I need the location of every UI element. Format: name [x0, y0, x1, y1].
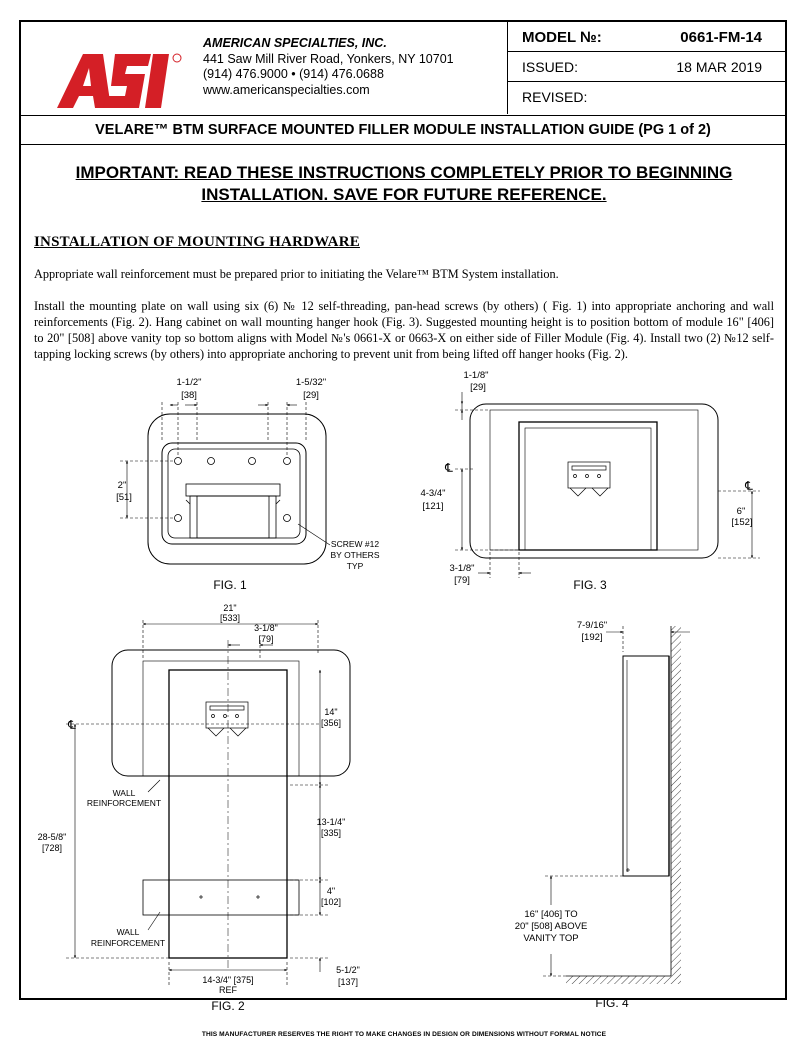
- fig2-upper-mm: [356]: [320, 718, 342, 728]
- fig2-caption: FIG. 2: [211, 999, 245, 1013]
- fig2-width-mm: [533]: [219, 613, 241, 623]
- fig2-wall-1a: WALL: [112, 788, 136, 798]
- fig1-dim-left: 1-1/2": [176, 377, 202, 388]
- company-website[interactable]: www.americanspecialties.com: [203, 82, 370, 97]
- fig4-caption: FIG. 4: [595, 996, 629, 1010]
- fig3-caption: FIG. 3: [573, 578, 607, 592]
- fig4-note-1: 16" [406] TO: [524, 909, 578, 920]
- fig2-ref-width: 14-3/4" [375]: [202, 975, 254, 985]
- figure-4: [515, 620, 690, 1010]
- fig3-bottom: 3-1/8": [449, 563, 475, 574]
- fig3-left-mm: [121]: [422, 501, 444, 512]
- fig1-dim-right-mm: [29]: [303, 390, 319, 401]
- fig2-lower: 4": [326, 886, 336, 896]
- fig1-caption: FIG. 1: [213, 578, 247, 592]
- fig2-middle: 13-1/4": [316, 817, 346, 827]
- fig4-depth-mm: [192]: [581, 632, 603, 643]
- figure-3: [420, 370, 760, 592]
- fig2-hook-offset-mm: [79]: [258, 634, 274, 644]
- fig4-note-3: VANITY TOP: [523, 933, 579, 944]
- fig1-dim-right: 1-5/32": [295, 377, 327, 388]
- fig2-wall-2a: WALL: [116, 927, 140, 937]
- fig2-bottom: 5-1/2": [336, 965, 360, 975]
- issued-value: 18 MAR 2019: [676, 59, 762, 75]
- issued-label: ISSUED:: [522, 59, 579, 75]
- fig2-wall-1b: REINFORCEMENT: [86, 798, 162, 808]
- model-value: 0661-FM-14: [680, 29, 762, 46]
- fig2-total: 28-5/8": [37, 832, 67, 842]
- fig1-dim-height: 2": [117, 480, 127, 491]
- fig3-centerline-left: ℄: [445, 461, 453, 475]
- fig2-wall-2b: REINFORCEMENT: [90, 938, 166, 948]
- fig1-note-3: TYP: [346, 561, 364, 571]
- model-label: MODEL №:: [522, 29, 602, 46]
- fig3-right-mm: [152]: [731, 517, 753, 528]
- fig1-note-1: SCREW #12: [330, 539, 380, 549]
- section-heading: INSTALLATION OF MOUNTING HARDWARE: [34, 234, 360, 250]
- figure-2: [38, 603, 360, 1013]
- fig4-depth: 7-9/16": [576, 620, 608, 631]
- fig3-top: 1-1/8": [463, 370, 489, 381]
- figure-1: [116, 377, 380, 592]
- fig3-right: 6": [736, 506, 746, 517]
- fig2-width: 21": [223, 603, 237, 613]
- fig2-hook-offset: 3-1/8": [254, 623, 278, 633]
- fig2-upper: 14": [324, 707, 338, 717]
- company-address: 441 Saw Mill River Road, Yonkers, NY 10701: [203, 51, 454, 66]
- fig2-centerline: ℄: [68, 718, 76, 732]
- fig3-top-mm: [29]: [470, 382, 486, 393]
- paragraph-1: Appropriate wall reinforcement must be prepared prior to initiating the Velare™ BTM System installation.: [34, 267, 559, 281]
- fig1-note-2: BY OTHERS: [330, 550, 380, 560]
- fig3-bottom-mm: [79]: [454, 575, 470, 586]
- important-notice: IMPORTANT: READ THESE INSTRUCTIONS COMPLETELY PRIOR TO BEGINNING INSTALLATION. SAVE FOR FUTURE REFERENCE.: [75, 163, 733, 204]
- fig2-ref-label: REF: [219, 985, 237, 995]
- document-title: VELARE™ BTM SURFACE MOUNTED FILLER MODULE INSTALLATION GUIDE (PG 1 of 2): [21, 115, 785, 145]
- revised-label: REVISED:: [522, 89, 588, 105]
- fig3-centerline-right: ℄: [745, 479, 753, 493]
- fig4-note-2: 20" [508] ABOVE: [514, 921, 588, 932]
- paragraph-2: Install the mounting plate on wall using six (6) № 12 self-threading, pan-head screws (by others) ( Fig. 1) into appropriate anchoring and wall reinforcements (Fig. 2). Hang cabinet on wall mounting hanger hook (Fig. 3). Suggested mounting height is to position bottom of module 16" [406] to 20" [508] above vanity top so bottom aligns with Model №'s 0661-X or 0663-X on either side of Filler Module (Fig. 4). Install two (2) №12 self-tapping locking screws (by others) into appropriate anchoring to prevent unit from being lifted off hanger hooks (Fig. 2).: [34, 299, 774, 361]
- fig1-dim-height-mm: [51]: [116, 492, 132, 503]
- footer-disclaimer: THIS MANUFACTURER RESERVES THE RIGHT TO MAKE CHANGES IN DESIGN OR DIMENSIONS WITHOUT FORMAL NOTICE: [201, 1031, 607, 1038]
- fig1-dim-left-mm: [38]: [181, 390, 197, 401]
- company-phone: (914) 476.9000 • (914) 476.0688: [203, 67, 384, 81]
- fig3-left: 4-3/4": [420, 488, 446, 499]
- fig2-middle-mm: [335]: [320, 828, 342, 838]
- fig2-lower-mm: [102]: [320, 897, 342, 907]
- company-name: AMERICAN SPECIALTIES, INC.: [203, 36, 387, 50]
- fig2-bottom-mm: [137]: [337, 977, 359, 987]
- fig2-total-mm: [728]: [41, 843, 63, 853]
